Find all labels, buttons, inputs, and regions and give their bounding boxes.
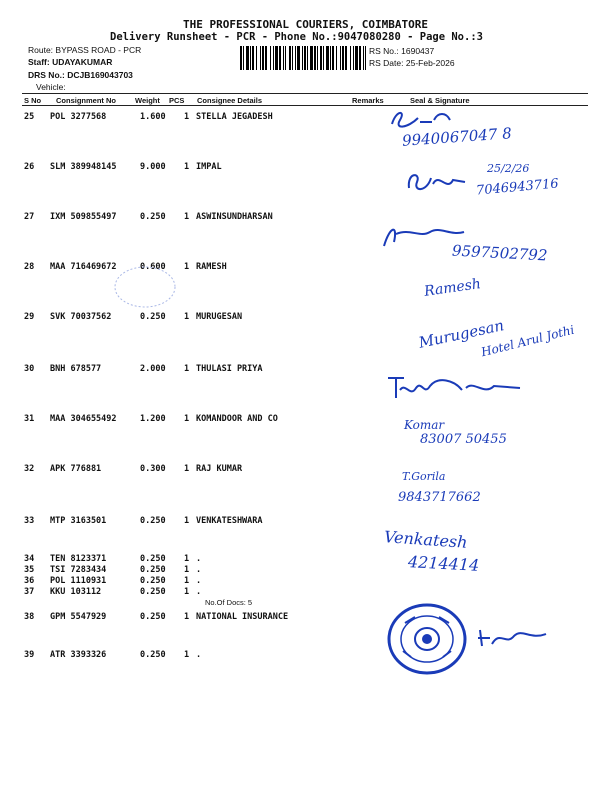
row-consignment-no: GPM 5547929 bbox=[50, 612, 107, 622]
handwritten-phone-27: 9597502792 bbox=[451, 241, 548, 265]
row-pcs: 1 bbox=[184, 576, 190, 586]
row-weight: 2.000 bbox=[140, 364, 166, 374]
drs-value: DCJB169043703 bbox=[67, 70, 133, 80]
row-weight: 1.600 bbox=[140, 112, 166, 122]
barcode-bar bbox=[252, 46, 254, 70]
row-pcs: 1 bbox=[184, 212, 190, 222]
row-consignment-no: APK 776881 bbox=[50, 464, 102, 474]
row-weight: 0.600 bbox=[140, 262, 166, 272]
row-consignee-name: THULASI PRIYA bbox=[196, 364, 263, 374]
docs-count-note: No.Of Docs: 5 bbox=[205, 598, 253, 607]
row-consignee-name: NATIONAL INSURANCE bbox=[196, 612, 289, 622]
barcode-bar bbox=[297, 46, 300, 70]
barcode-bar bbox=[285, 46, 286, 70]
barcode-bar bbox=[240, 46, 242, 70]
col-consignment: Consignment No bbox=[56, 96, 116, 105]
row-pcs: 1 bbox=[184, 554, 190, 564]
row-sno: 30 bbox=[24, 364, 35, 374]
row-consignee-name: MURUGESAN bbox=[196, 312, 243, 322]
barcode-bar bbox=[304, 46, 306, 70]
row-consignee-name: KOMANDOOR AND CO bbox=[196, 414, 278, 424]
row-pcs: 1 bbox=[184, 587, 190, 597]
route-line: Route: BYPASS ROAD - PCR bbox=[28, 45, 142, 55]
barcode-bar bbox=[279, 46, 281, 70]
row-pcs: 1 bbox=[184, 162, 190, 172]
barcode-bar bbox=[265, 46, 267, 70]
row-consignee-name: . bbox=[196, 650, 202, 660]
row-pcs: 1 bbox=[184, 612, 190, 622]
rs-no-value: 1690437 bbox=[401, 46, 435, 56]
rs-no-line: RS No.: 1690437 bbox=[369, 46, 435, 56]
runsheet-title: Delivery Runsheet - PCR - Phone No.:9047080280 - Page No.:3 bbox=[110, 31, 483, 43]
barcode-bar bbox=[275, 46, 278, 70]
row-consignee-name: VENKATESHWARA bbox=[196, 516, 263, 526]
barcode-bar bbox=[320, 46, 322, 70]
row-sno: 26 bbox=[24, 162, 35, 172]
row-sno: 36 bbox=[24, 576, 35, 586]
barcode-bar bbox=[273, 46, 274, 70]
barcode-bar bbox=[332, 46, 334, 70]
row-sno: 29 bbox=[24, 312, 35, 322]
barcode-bar bbox=[350, 46, 351, 70]
col-weight: Weight bbox=[135, 96, 160, 105]
col-seal-signature: Seal & Signature bbox=[410, 96, 470, 105]
row-sno: 31 bbox=[24, 414, 35, 424]
row-sno: 32 bbox=[24, 464, 35, 474]
handwritten-name-31: Komar bbox=[404, 418, 445, 432]
row-pcs: 1 bbox=[184, 312, 190, 322]
row-consignee-name: . bbox=[196, 587, 202, 597]
barcode-bar bbox=[355, 46, 358, 70]
row-weight: 0.250 bbox=[140, 516, 166, 526]
row-consignment-no: SVK 70037562 bbox=[50, 312, 112, 322]
row-pcs: 1 bbox=[184, 262, 190, 272]
handwritten-name-32: T.Gorila bbox=[402, 470, 446, 483]
row-sno: 33 bbox=[24, 516, 35, 526]
vehicle-line: Vehicle: bbox=[36, 82, 66, 92]
rs-date-line: RS Date: 25-Feb-2026 bbox=[369, 58, 455, 68]
row-consignment-no: TEN 8123371 bbox=[50, 554, 107, 564]
rs-date-value: 25-Feb-2026 bbox=[405, 58, 455, 68]
handwritten-place-29: Hotel Arul Jothi bbox=[479, 322, 576, 360]
row-consignment-no: IXM 509855497 bbox=[50, 212, 117, 222]
row-consignee-name: STELLA JEGADESH bbox=[196, 112, 273, 122]
barcode-bar bbox=[342, 46, 344, 70]
row-pcs: 1 bbox=[184, 565, 190, 575]
header-bottom-rule bbox=[22, 105, 588, 106]
barcode-bar bbox=[345, 46, 347, 70]
barcode-bar bbox=[243, 46, 244, 70]
row-sno: 39 bbox=[24, 650, 35, 660]
handwritten-name-29: Murugesan bbox=[417, 316, 506, 352]
row-consignee-name: RAMESH bbox=[196, 262, 227, 272]
handwritten-name-28: Ramesh bbox=[423, 276, 482, 300]
barcode-bar bbox=[292, 46, 293, 70]
row-weight: 1.200 bbox=[140, 414, 166, 424]
staff-value: UDAYAKUMAR bbox=[52, 57, 113, 67]
handwritten-phone-26: 7046943716 bbox=[475, 176, 560, 199]
row-pcs: 1 bbox=[184, 414, 190, 424]
row-weight: 0.250 bbox=[140, 576, 166, 586]
staff-line: Staff: UDAYAKUMAR bbox=[28, 57, 113, 67]
company-seal-stamp bbox=[385, 601, 469, 677]
barcode bbox=[240, 46, 366, 70]
barcode-bar bbox=[270, 46, 271, 70]
barcode-bar bbox=[363, 46, 364, 70]
row-weight: 0.250 bbox=[140, 612, 166, 622]
row-consignment-no: ATR 3393326 bbox=[50, 650, 107, 660]
row-consignment-no: MTP 3163501 bbox=[50, 516, 107, 526]
header-top-rule bbox=[22, 93, 588, 94]
row-weight: 0.250 bbox=[140, 650, 166, 660]
faint-stamp-mark bbox=[110, 262, 180, 312]
row-consignee-name: IMPAL bbox=[196, 162, 222, 172]
col-remarks: Remarks bbox=[352, 96, 384, 105]
handwritten-name-33: Venkatesh bbox=[383, 527, 469, 552]
route-value: BYPASS ROAD - PCR bbox=[55, 45, 142, 55]
row-consignee-name: RAJ KUMAR bbox=[196, 464, 243, 474]
row-consignment-no: POL 3277568 bbox=[50, 112, 107, 122]
barcode-bar bbox=[250, 46, 251, 70]
barcode-bar bbox=[317, 46, 318, 70]
row-sno: 38 bbox=[24, 612, 35, 622]
handwritten-date-26: 25/2/26 bbox=[487, 162, 530, 175]
row-sno: 35 bbox=[24, 565, 35, 575]
signature-26 bbox=[403, 168, 473, 196]
row-consignment-no: KKU 103112 bbox=[50, 587, 102, 597]
signature-30 bbox=[384, 372, 524, 402]
row-weight: 9.000 bbox=[140, 162, 166, 172]
row-weight: 0.250 bbox=[140, 587, 166, 597]
row-pcs: 1 bbox=[184, 364, 190, 374]
row-consignment-no: MAA 304655492 bbox=[50, 414, 117, 424]
row-pcs: 1 bbox=[184, 516, 190, 526]
row-weight: 0.300 bbox=[140, 464, 166, 474]
handwritten-phone-31: 83007 50455 bbox=[420, 432, 507, 447]
handwritten-phone-25: 9940067047 8 bbox=[401, 124, 513, 150]
barcode-bar bbox=[330, 46, 331, 70]
row-consignee-name: ASWINSUNDHARSAN bbox=[196, 212, 273, 222]
barcode-bar bbox=[260, 46, 261, 70]
row-pcs: 1 bbox=[184, 650, 190, 660]
barcode-bar bbox=[314, 46, 316, 70]
barcode-bar bbox=[302, 46, 303, 70]
barcode-bar bbox=[283, 46, 284, 70]
row-consignment-no: SLM 389948145 bbox=[50, 162, 117, 172]
row-sno: 27 bbox=[24, 212, 35, 222]
barcode-bar bbox=[353, 46, 354, 70]
row-consignment-no: MAA 716469672 bbox=[50, 262, 117, 272]
drs-line: DRS No.: DCJB169043703 bbox=[28, 70, 133, 80]
barcode-bar bbox=[262, 46, 264, 70]
barcode-bar bbox=[326, 46, 329, 70]
row-weight: 0.250 bbox=[140, 565, 166, 575]
signature-38 bbox=[476, 624, 556, 650]
col-sno: S No bbox=[24, 96, 42, 105]
row-pcs: 1 bbox=[184, 464, 190, 474]
row-weight: 0.250 bbox=[140, 312, 166, 322]
col-pcs: PCS bbox=[169, 96, 185, 105]
row-consignee-name: . bbox=[196, 554, 202, 564]
company-title: THE PROFESSIONAL COURIERS, COIMBATORE bbox=[183, 18, 429, 31]
barcode-bar bbox=[310, 46, 313, 70]
barcode-bar bbox=[256, 46, 257, 70]
barcode-bar bbox=[340, 46, 341, 70]
row-consignee-name: . bbox=[196, 565, 202, 575]
barcode-bar bbox=[365, 46, 366, 70]
row-sno: 25 bbox=[24, 112, 35, 122]
barcode-bar bbox=[359, 46, 361, 70]
handwritten-number-33: 4214414 bbox=[407, 552, 480, 575]
row-weight: 0.250 bbox=[140, 554, 166, 564]
barcode-bar bbox=[307, 46, 308, 70]
row-consignment-no: BNH 678577 bbox=[50, 364, 102, 374]
barcode-bar bbox=[336, 46, 337, 70]
row-sno: 37 bbox=[24, 587, 35, 597]
barcode-bar bbox=[295, 46, 296, 70]
row-sno: 28 bbox=[24, 262, 35, 272]
row-consignment-no: TSI 7283434 bbox=[50, 565, 107, 575]
signature-25 bbox=[388, 108, 458, 130]
row-weight: 0.250 bbox=[140, 212, 166, 222]
row-pcs: 1 bbox=[184, 112, 190, 122]
barcode-bar bbox=[289, 46, 291, 70]
row-sno: 34 bbox=[24, 554, 35, 564]
col-consignee-details: Consignee Details bbox=[197, 96, 263, 105]
barcode-bar bbox=[246, 46, 249, 70]
row-consignment-no: POL 1110931 bbox=[50, 576, 107, 586]
row-consignee-name: . bbox=[196, 576, 202, 586]
handwritten-phone-32: 9843717662 bbox=[398, 490, 481, 505]
barcode-bar bbox=[323, 46, 324, 70]
